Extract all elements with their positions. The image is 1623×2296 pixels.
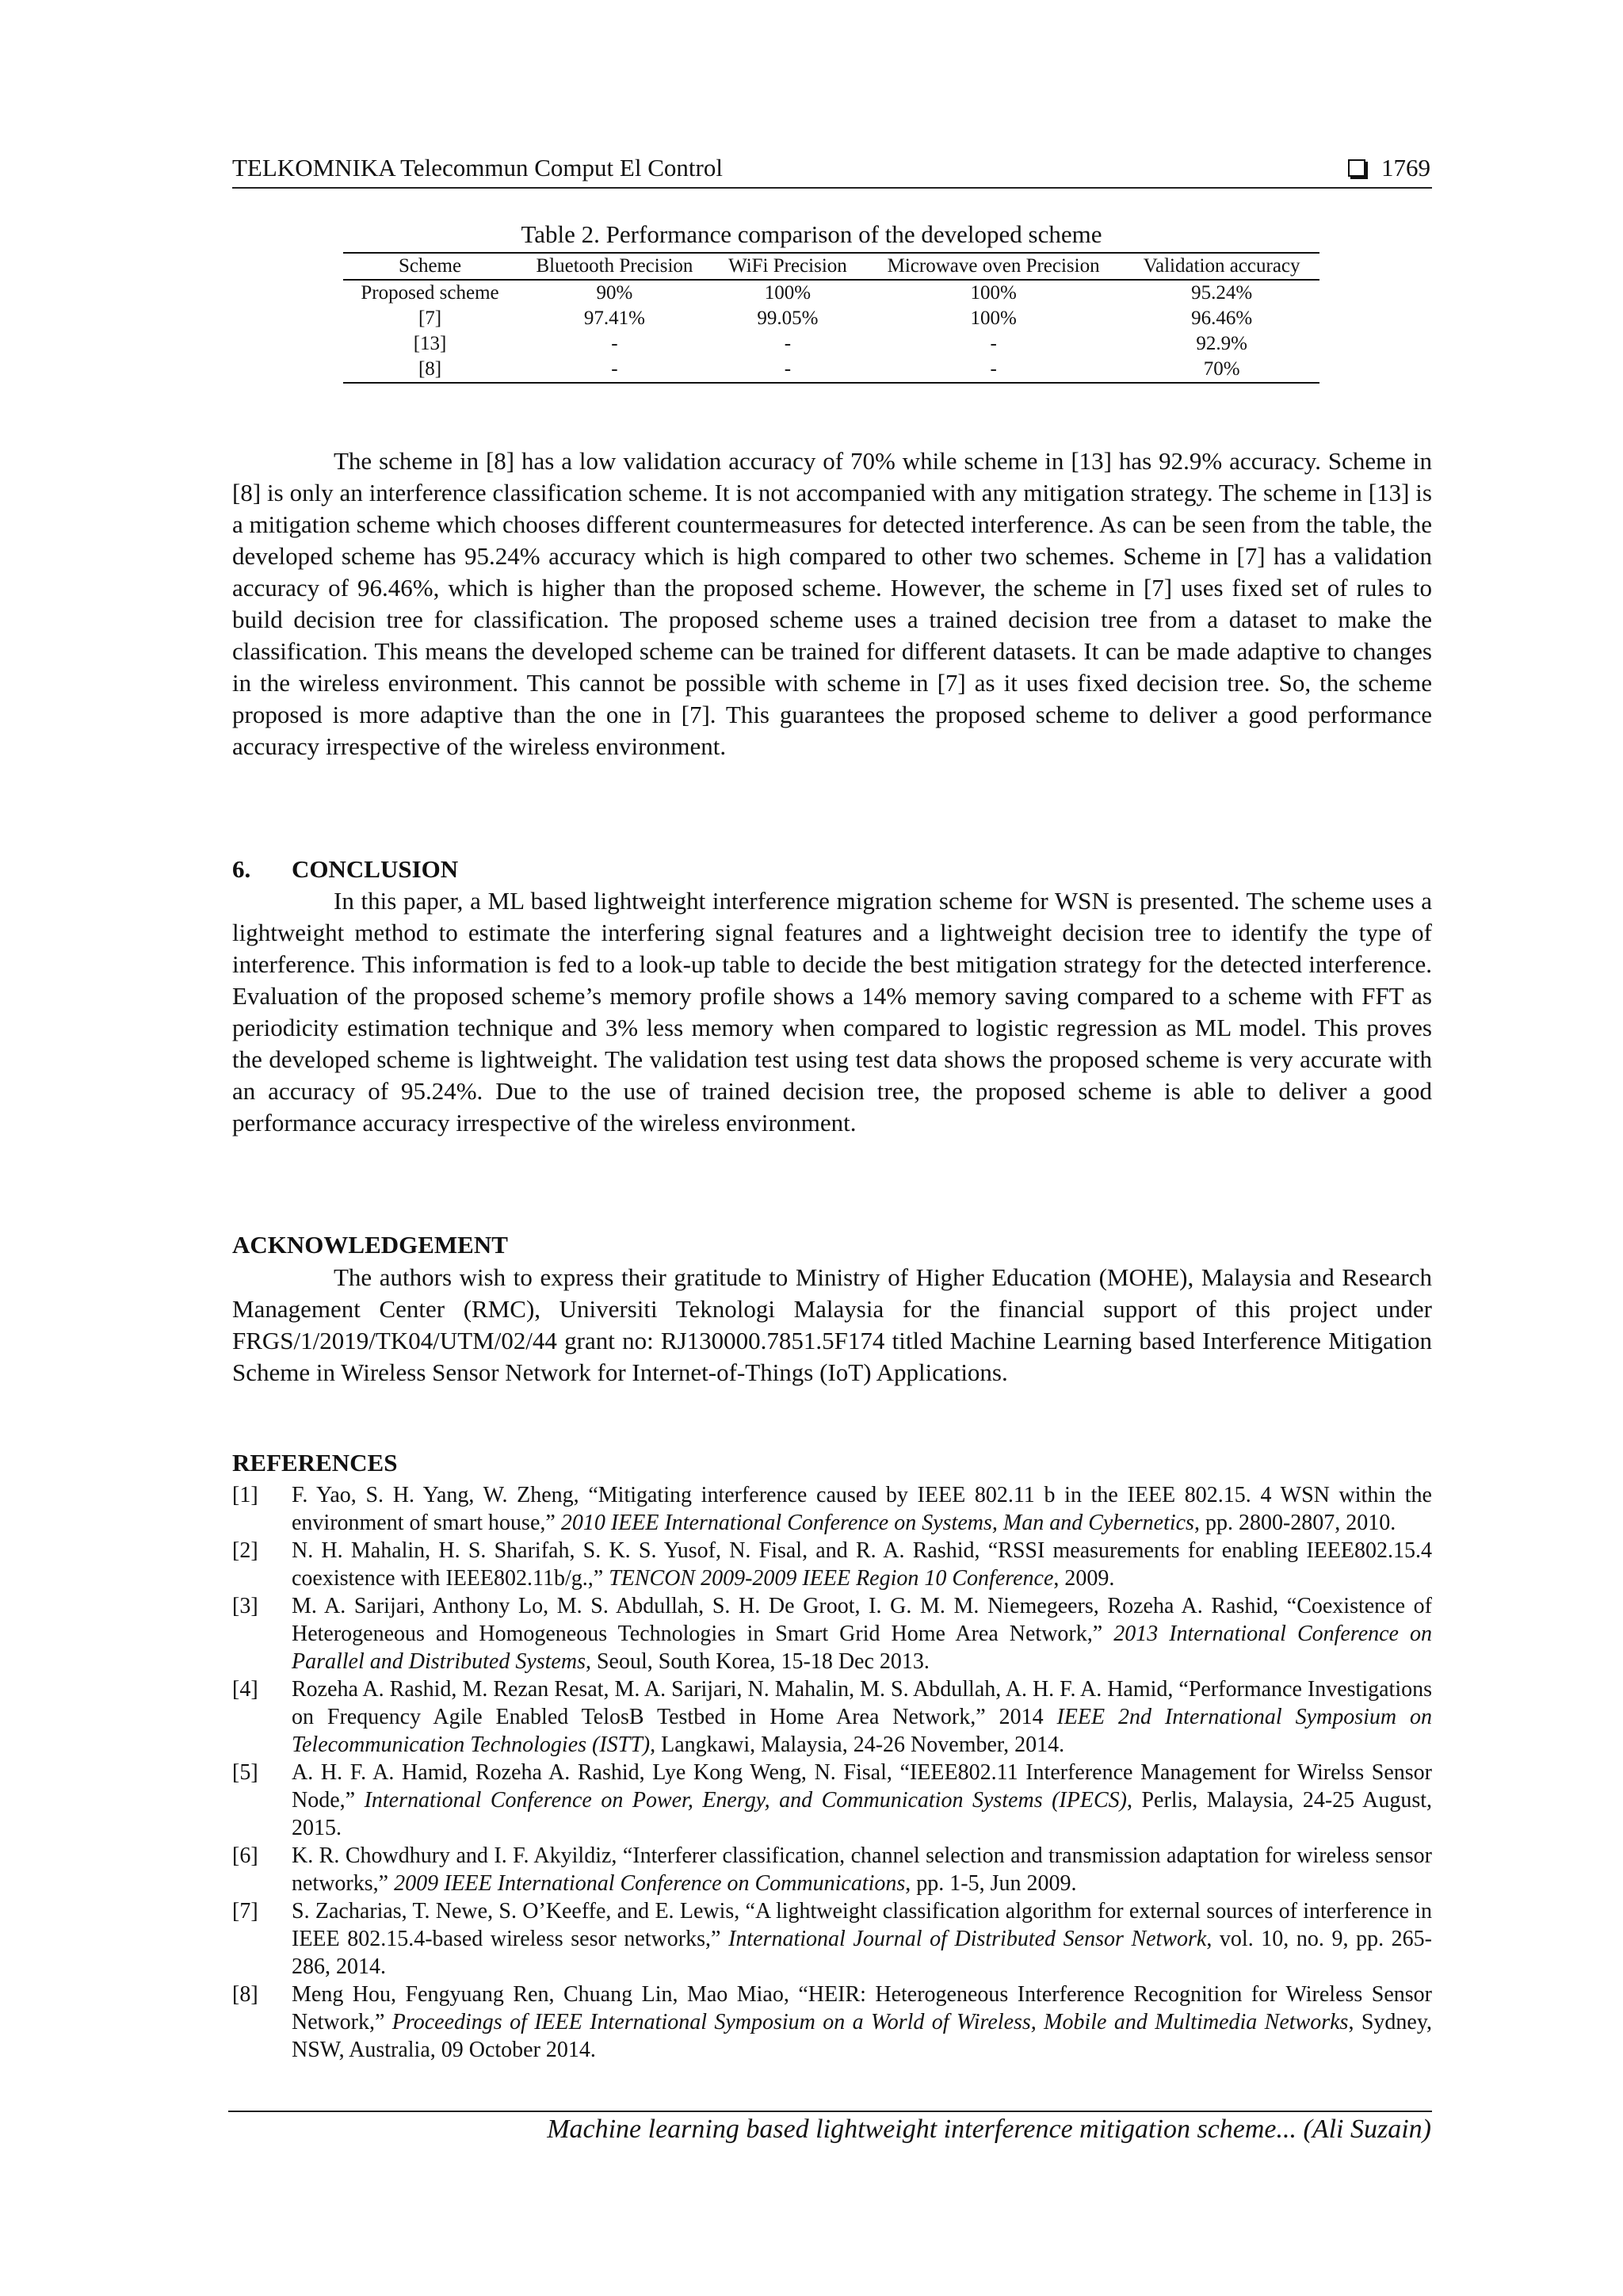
table-cell: -	[784, 333, 792, 354]
reference-item	[232, 1897, 1432, 1981]
reference-number: [1]	[232, 1483, 258, 1507]
page-number: 1769	[1381, 154, 1430, 181]
reference-item	[232, 1592, 1432, 1675]
reference-item	[232, 1842, 1432, 1897]
square-box-icon	[1348, 159, 1365, 177]
table-cell: 96.46%	[1191, 308, 1253, 329]
section-title: CONCLUSION	[292, 855, 459, 883]
table-cell: 70%	[1124, 357, 1319, 383]
reference-number: [2]	[232, 1538, 258, 1563]
reference-text: Rozeha A. Rashid, M. Rezan Resat, M. A. Sarijari, N. Mahalin, M. S. Abdullah, A. H. F. A. Hamid, “Performance Investigations on Frequency Agile Enabled TelosB Testbed in Home Area Network,” 2014 IEEE 2nd International Symposium on Telecommunication Technologies (ISTT), Langkawi, Malaysia, 24-26 November, 2014.	[292, 1677, 1433, 1757]
table-cell: -	[712, 357, 863, 383]
column-header: WiFi Precision	[712, 253, 863, 280]
reference-item	[232, 1981, 1432, 2064]
reference-text: F. Yao, S. H. Yang, W. Zheng, “Mitigating interference caused by IEEE 802.11 b in the IEEE 802.15. 4 WSN within the environment of smart house,” 2010 IEEE International Conference on Systems, Man and Cybernetics, pp. 2800-2807, 2010.	[292, 1483, 1432, 1535]
journal-title: TELKOMNIKA Telecommun Comput El Control	[232, 154, 723, 181]
table-cell: 90%	[596, 282, 633, 304]
reference-number: [5]	[232, 1760, 258, 1785]
page-header	[232, 154, 1430, 189]
paragraph-text: In this paper, a ML based lightweight interference migration scheme for WSN is presented. The scheme uses a lightweight method to estimate the interfering signal features and a lightweight decision tree to identify the type of interference. This information is fed to a look-up table to decide the best mitigation strategy for the detected interference. Evaluation of the proposed scheme’s memory profile shows a 14% memory saving compared to a scheme with FFT as periodicity estimation technique and 3% less memory when compared to logistic regression as ML model. This proves the developed scheme is lightweight. The validation test using test data shows the proposed scheme is very accurate with an accuracy of 95.24%. Due to the use of trained decision tree, the proposed scheme is able to deliver a good performance accuracy irrespective of the wireless environment.	[232, 887, 1432, 1137]
acknowledgement-paragraph	[232, 1262, 1432, 1389]
table-cell: [13]	[413, 333, 447, 354]
table-cell: 92.9%	[1196, 333, 1247, 354]
reference-list	[232, 1481, 1432, 2064]
table-row	[343, 357, 1319, 383]
reference-text: N. H. Mahalin, H. S. Sharifah, S. K. S. Yusof, N. Fisal, and R. A. Rashid, “RSSI measurements for enabling IEEE802.15.4 coexistence with IEEE802.11b/g.,” TENCON 2009-2009 IEEE Region 10 Conference, 2009.	[292, 1538, 1432, 1591]
table-cell: Proposed scheme	[361, 282, 499, 304]
table-cell: -	[611, 333, 618, 354]
reference-number: [4]	[232, 1677, 258, 1702]
table-caption: Table 2. Performance comparison of the developed scheme	[521, 220, 1102, 248]
conclusion-heading	[232, 855, 458, 884]
paragraph-text: The scheme in [8] has a low validation accuracy of 70% while scheme in [13] has 92.9% accuracy. Scheme in [8] is only an interference classification scheme. It is not accompanied with any mitigation strategy. The scheme in [13] is a mitigation scheme which chooses different countermeasures for detected interference. As can be seen from the table, the developed scheme has 95.24% accuracy which is high compared to other two schemes. Scheme in [7] has a validation accuracy of 96.46%, which is higher than the proposed scheme. However, the scheme in [7] uses fixed set of rules to build decision tree for classification. The proposed scheme uses a trained decision tree from a dataset to make the classification. This means the developed scheme can be trained for different datasets. It can be made adaptive to changes in the wireless environment. This cannot be possible with scheme in [7] as it uses fixed decision tree. So, the scheme proposed is more adaptive than the one in [7]. This guarantees the proposed scheme to deliver a good performance accuracy irrespective of the wireless environment.	[232, 447, 1432, 760]
discussion-paragraph	[232, 445, 1432, 762]
table-cell: -	[863, 357, 1124, 383]
table-cell: 99.05%	[757, 308, 819, 329]
section-number: 6.	[232, 855, 251, 883]
column-header: Bluetooth Precision	[517, 253, 712, 280]
reference-item	[232, 1675, 1432, 1759]
reference-item	[232, 1759, 1432, 1842]
table-row	[343, 280, 1319, 306]
page-number-block	[1348, 154, 1430, 182]
table-cell: 100%	[970, 308, 1017, 329]
reference-text: K. R. Chowdhury and I. F. Akyildiz, “Interferer classification, channel selection and transmission adaptation for wireless sensor networks,” 2009 IEEE International Conference on Communications, pp. 1-5, Jun 2009.	[292, 1843, 1432, 1896]
table-cell: 95.24%	[1191, 282, 1253, 304]
acknowledgement-heading: ACKNOWLEDGEMENT	[232, 1231, 508, 1259]
header-divider	[232, 187, 1432, 189]
reference-item	[232, 1537, 1432, 1592]
reference-number: [7]	[232, 1899, 258, 1924]
performance-table	[343, 252, 1319, 384]
reference-number: [6]	[232, 1843, 258, 1868]
table-cell: 100%	[970, 282, 1017, 304]
reference-text: M. A. Sarijari, Anthony Lo, M. S. Abdullah, S. H. De Groot, I. G. M. M. Niemegeers, Rozeha A. Rashid, “Coexistence of Heterogeneous and Homogeneous Technologies in Smart Grid Home Area Network,” 2013 International Conference on Parallel and Distributed Systems, Seoul, South Korea, 15-18 Dec 2013.	[292, 1594, 1432, 1674]
table-cell: 97.41%	[583, 308, 645, 329]
reference-item	[232, 1481, 1432, 1537]
table-cell: 100%	[764, 282, 812, 304]
reference-text: S. Zacharias, T. Newe, S. O’Keeffe, and E. Lewis, “A lightweight classification algorithm for external sources of interference in IEEE 802.15.4-based wireless sesor networks,” International Journal of Distributed Sensor Network, vol. 10, no. 9, pp. 265-286, 2014.	[292, 1899, 1433, 1979]
table-header-row	[343, 253, 1319, 280]
table-cell: [7]	[418, 308, 442, 329]
paragraph-text: The authors wish to express their gratitude to Ministry of Higher Education (MOHE), Malaysia and Research Management Center (RMC), Universiti Teknologi Malaysia for the financial support of this project under FRGS/1/2019/TK04/UTM/02/44 grant no: RJ130000.7851.5F174 titled Machine Learning based Interference Mitigation Scheme in Wireless Sensor Network for Internet-of-Things (IoT) Applications.	[232, 1263, 1432, 1386]
reference-number: [8]	[232, 1982, 258, 2007]
table-row	[343, 306, 1319, 331]
column-header: Microwave oven Precision	[863, 253, 1124, 280]
column-header: Validation accuracy	[1124, 253, 1319, 280]
table-row	[343, 331, 1319, 357]
reference-text: A. H. F. A. Hamid, Rozeha A. Rashid, Lye Kong Weng, N. Fisal, “IEEE802.11 Interference Management for Wirelss Sensor Node,” International Conference on Power, Energy, and Communication Systems (IPECS), Perlis, Malaysia, 24-25 August, 2015.	[292, 1760, 1433, 1840]
table-cell: -	[517, 357, 712, 383]
table-cell: [8]	[343, 357, 517, 383]
reference-text: Meng Hou, Fengyuang Ren, Chuang Lin, Mao Miao, “HEIR: Heterogeneous Interference Recognition for Wireless Sensor Network,” Proceedings of IEEE International Symposium on a World of Wireless, Mobile and Multimedia Networks, Sydney, NSW, Australia, 09 October 2014.	[292, 1982, 1433, 2062]
conclusion-paragraph	[232, 885, 1432, 1139]
table-cell: -	[990, 333, 997, 354]
running-footer: Machine learning based lightweight interference mitigation scheme... (Ali Suzain)	[547, 2115, 1431, 2144]
footer-divider	[228, 2111, 1432, 2112]
column-header: Scheme	[343, 253, 517, 280]
reference-number: [3]	[232, 1594, 258, 1618]
references-heading: REFERENCES	[232, 1449, 398, 1477]
